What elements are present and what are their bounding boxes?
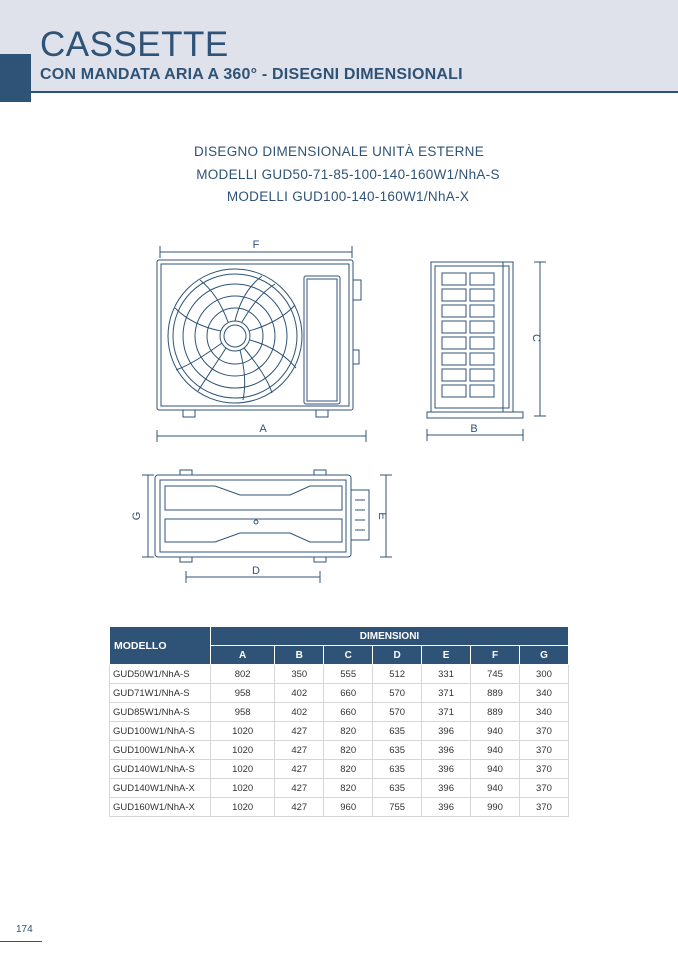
front-view-drawing <box>157 246 366 442</box>
dim-label-a: A <box>259 423 267 435</box>
dimensions-group-header: DIMENSIONI <box>211 627 569 646</box>
dimension-cell: 820 <box>324 722 373 741</box>
dimension-cell: 370 <box>519 760 568 779</box>
dimension-cell: 350 <box>275 665 324 684</box>
page-title: CASSETTE <box>40 25 229 64</box>
dimension-cell: 396 <box>422 798 471 817</box>
dimension-cell: 396 <box>422 779 471 798</box>
dimension-cell: 555 <box>324 665 373 684</box>
dimension-cell: 745 <box>471 665 520 684</box>
table-row <box>110 741 569 760</box>
dimension-cell: 340 <box>519 684 568 703</box>
dim-label-c: C <box>530 334 542 342</box>
dimension-cell: 370 <box>519 798 568 817</box>
dimension-cell: 427 <box>275 798 324 817</box>
page-subtitle: CON MANDATA ARIA A 360° - DISEGNI DIMENSIONALI <box>40 66 463 83</box>
dimension-cell: 889 <box>471 703 520 722</box>
dimension-cell: 755 <box>373 798 422 817</box>
column-header: G <box>519 646 568 665</box>
dimension-cell: 300 <box>519 665 568 684</box>
table-row <box>110 798 569 817</box>
model-cell: GUD100W1/NhA-S <box>110 722 211 741</box>
table-row <box>110 665 569 684</box>
dimension-cell: 396 <box>422 760 471 779</box>
dimension-cell: 370 <box>519 741 568 760</box>
dimension-cell: 396 <box>422 741 471 760</box>
column-header: F <box>471 646 520 665</box>
dimension-cell: 1020 <box>211 779 275 798</box>
dimension-cell: 1020 <box>211 760 275 779</box>
dimension-cell: 802 <box>211 665 275 684</box>
dimension-cell: 370 <box>519 779 568 798</box>
dimension-cell: 820 <box>324 760 373 779</box>
dim-label-f: F <box>252 239 260 251</box>
dimension-cell: 940 <box>471 760 520 779</box>
drawing-models-s: MODELLI GUD50-71-85-100-140-160W1/NhA-S <box>196 166 500 182</box>
page-number: 174 <box>16 924 33 935</box>
dimension-cell: 820 <box>324 741 373 760</box>
table-row <box>110 722 569 741</box>
dimension-cell: 1020 <box>211 798 275 817</box>
dimension-cell: 940 <box>471 741 520 760</box>
model-cell: GUD50W1/NhA-S <box>110 665 211 684</box>
model-cell: GUD85W1/NhA-S <box>110 703 211 722</box>
dimension-cell: 820 <box>324 779 373 798</box>
dimension-cell: 635 <box>373 760 422 779</box>
dimensions-table <box>109 626 569 817</box>
dimension-cell: 371 <box>422 684 471 703</box>
dimension-cell: 940 <box>471 722 520 741</box>
dimension-cell: 570 <box>373 684 422 703</box>
table-row <box>110 703 569 722</box>
column-header: C <box>324 646 373 665</box>
dimension-cell: 427 <box>275 779 324 798</box>
dimension-cell: 889 <box>471 684 520 703</box>
model-cell: GUD160W1/NhA-X <box>110 798 211 817</box>
table-row <box>110 779 569 798</box>
dimension-cell: 331 <box>422 665 471 684</box>
dimension-cell: 396 <box>422 722 471 741</box>
dim-label-e: E <box>376 512 388 520</box>
dimension-cell: 660 <box>324 684 373 703</box>
dimension-cell: 635 <box>373 779 422 798</box>
column-header: E <box>422 646 471 665</box>
dimension-cell: 1020 <box>211 741 275 760</box>
model-cell: GUD140W1/NhA-X <box>110 779 211 798</box>
dimension-cell: 570 <box>373 703 422 722</box>
dimension-cell: 960 <box>324 798 373 817</box>
dimension-cell: 958 <box>211 684 275 703</box>
column-header: D <box>373 646 422 665</box>
dimension-cell: 427 <box>275 722 324 741</box>
dimension-cell: 990 <box>471 798 520 817</box>
column-header: A <box>211 646 275 665</box>
dimension-cell: 635 <box>373 722 422 741</box>
dim-label-b: B <box>470 423 478 435</box>
table-row <box>110 760 569 779</box>
drawing-models-x: MODELLI GUD100-140-160W1/NhA-X <box>226 189 470 204</box>
dimension-cell: 402 <box>275 703 324 722</box>
side-view-drawing <box>427 262 546 441</box>
dimension-cell: 660 <box>324 703 373 722</box>
dimension-cell: 635 <box>373 741 422 760</box>
dimensions-table-body <box>110 665 569 817</box>
dimension-cell: 958 <box>211 703 275 722</box>
dimension-cell: 402 <box>275 684 324 703</box>
dimension-cell: 340 <box>519 703 568 722</box>
drawing-title: DISEGNO DIMENSIONALE UNITÀ ESTERNE <box>194 144 484 159</box>
dimension-cell: 512 <box>373 665 422 684</box>
model-cell: GUD140W1/NhA-S <box>110 760 211 779</box>
model-column-header: MODELLO <box>110 627 211 665</box>
dimension-cell: 940 <box>471 779 520 798</box>
model-cell: GUD100W1/NhA-X <box>110 741 211 760</box>
top-view-drawing <box>142 470 392 583</box>
table-row <box>110 684 569 703</box>
page-number-rule <box>0 941 42 942</box>
column-header: B <box>275 646 324 665</box>
model-cell: GUD71W1/NhA-S <box>110 684 211 703</box>
dimension-cell: 1020 <box>211 722 275 741</box>
dimension-cell: 370 <box>519 722 568 741</box>
dimension-cell: 427 <box>275 760 324 779</box>
dim-label-g: G <box>131 511 143 521</box>
dimension-cell: 371 <box>422 703 471 722</box>
dimension-cell: 427 <box>275 741 324 760</box>
dim-label-d: D <box>252 565 260 577</box>
